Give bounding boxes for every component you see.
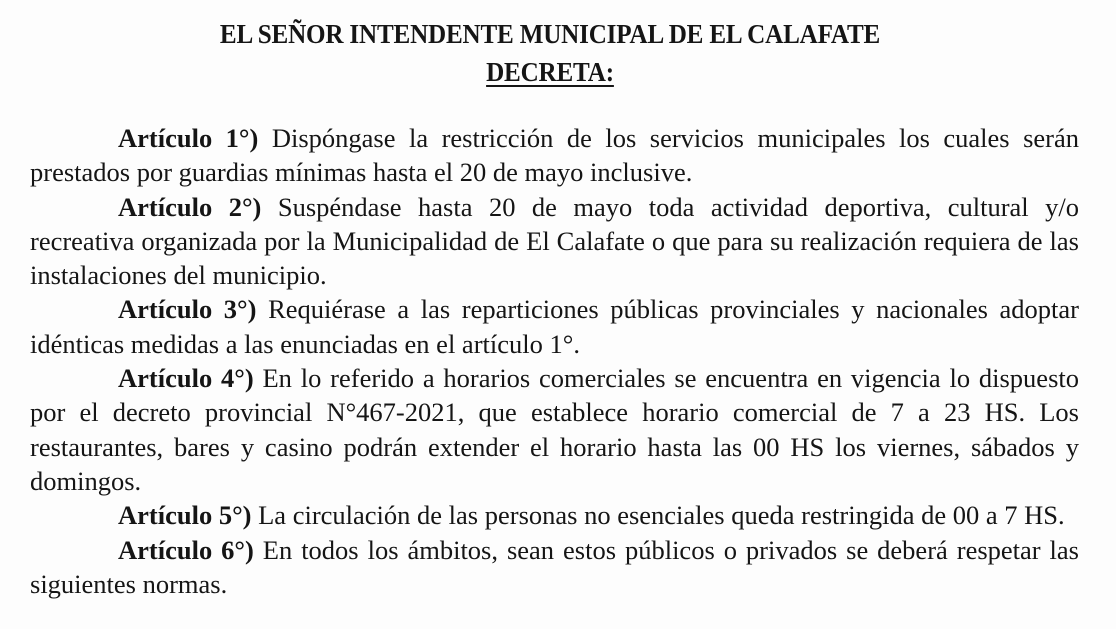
article-text: Dispóngase la restricción de los servicios municipales los cuales serán prestados por guardias mínimas hasta el 20 de mayo inclusive. [30,123,1080,188]
article-2 [30,190,1079,293]
article-label: Artículo 3°) [118,294,257,325]
article-4 [30,361,1079,498]
article-text: La circulación de las personas no esenciales queda restringida de 00 a 7 HS. [251,500,1065,531]
document-title: EL SEÑOR INTENDENTE MUNICIPAL DE EL CALAFATE [219,19,881,49]
article-text: Suspéndase hasta 20 de mayo toda actividad deportiva, cultural y/o recreativa organizada por la Municipalidad de El Calafate o que para su realización requiera de las instalaciones del municipio. [30,191,1080,291]
articles-body [30,121,1079,601]
article-label: Artículo 5°) [118,500,252,531]
article-text: Requiérase a las reparticiones públicas provinciales y nacionales adoptar idénticas medidas a las enunciadas en el artículo 1°. [30,294,1080,359]
article-label: Artículo 4°) [118,363,254,394]
article-text: En todos los ámbitos, sean estos públicos o privados se deberá respetar las siguientes normas. [30,534,1079,599]
article-label: Artículo 1°) [118,123,259,153]
article-text: En lo referido a horarios comerciales se encuentra en vigencia lo dispuesto por el decreto provincial N°467-2021, que establece horario comercial de 7 a 23 HS. Los restaurantes, bares y casino podrán extender el horario hasta las 00 HS los viernes, sábados y domingos. [30,363,1079,496]
article-5 [30,498,1079,532]
article-label: Artículo 2°) [118,191,262,222]
article-1 [30,121,1079,190]
decree-heading: DECRETA: [486,57,614,87]
article-6 [30,533,1079,602]
article-3 [30,292,1079,361]
article-label: Artículo 6°) [118,534,254,565]
